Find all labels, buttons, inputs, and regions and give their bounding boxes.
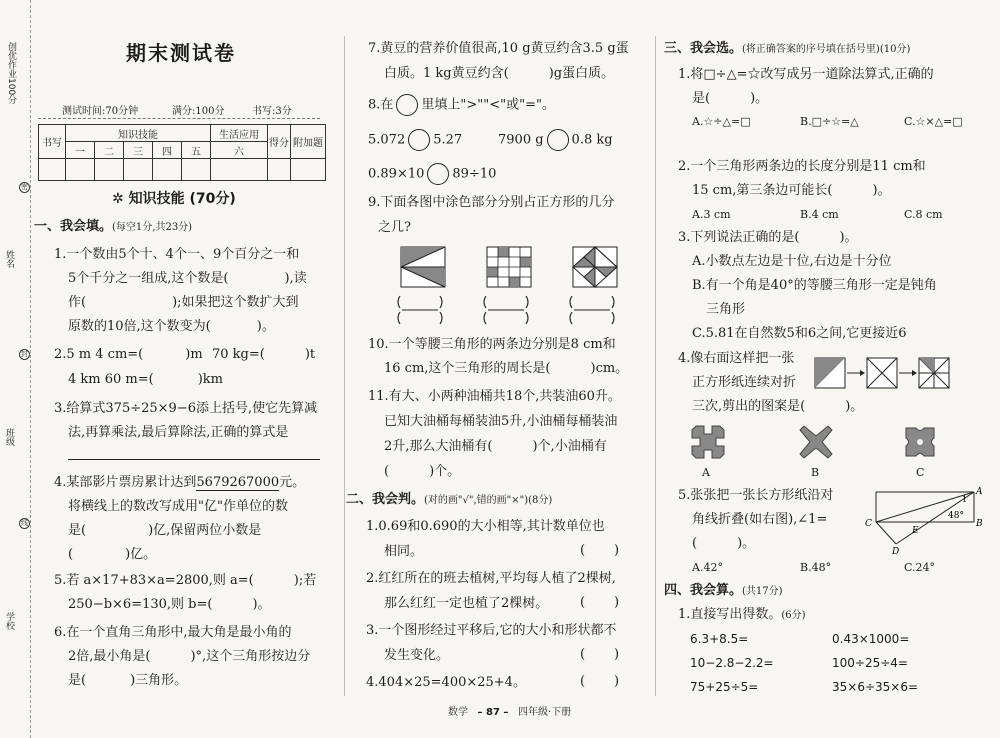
score-cell[interactable] <box>291 159 326 181</box>
q1-item2-line: 2.5 m 4 cm=( )m <box>54 347 203 362</box>
q1-heading: 一、我会填。(每空1分,共23分) <box>34 219 193 234</box>
binding-hole: 线 <box>21 519 28 527</box>
binding-hole: 密 <box>21 183 28 191</box>
score-cell[interactable] <box>39 159 66 181</box>
choice-option[interactable]: C.24° <box>904 561 936 574</box>
score-cell[interactable] <box>211 159 268 181</box>
q4-heading: 四、我会算。(共17分) <box>664 583 783 598</box>
fraction-figure-2 <box>486 246 532 288</box>
fraction-figure-1 <box>400 246 446 288</box>
compare-circle[interactable] <box>408 129 430 151</box>
q1-item3-line: 法,再算乘法,最后算除法,正确的算式是 <box>68 425 289 440</box>
q1-item1-line: 原数的10倍,这个数变为( )。 <box>68 319 275 334</box>
q1-item3-line: 3.给算式375÷25×9−6添上括号,使它先算减 <box>54 401 318 416</box>
judge-answer[interactable]: ( ) <box>580 595 620 610</box>
compare-1: 5.072 5.27 <box>368 129 462 151</box>
judge-answer[interactable]: ( ) <box>580 674 620 689</box>
score-col: 四 <box>153 142 182 159</box>
q1-item4-line: 4.某部影片票房累计达到5679267000元。 <box>54 475 306 490</box>
choice-2: 2.一个三角形两条边的长度分别是11 cm和 <box>678 159 926 174</box>
score-col: 二 <box>95 142 124 159</box>
q9-line: 9.下面各图中涂色部分分别占正方形的几分 <box>368 195 615 210</box>
score-header: 知识技能 <box>66 125 211 142</box>
judge-answer[interactable]: ( ) <box>580 543 620 558</box>
choice-5: 5.张张把一张长方形纸沿对 <box>678 488 834 503</box>
svg-text:A: A <box>976 487 983 497</box>
choice-option[interactable]: C.8 cm <box>904 208 943 221</box>
compare-2: 7900 g 0.8 kg <box>498 129 613 151</box>
choice-3: 3.下列说法正确的是( )。 <box>678 230 858 245</box>
q1-item6-line: 6.在一个直角三角形中,最大角是最小角的 <box>54 625 292 640</box>
page-footer <box>448 703 571 718</box>
q1-item4-line: 是( )亿,保留两位小数是 <box>68 523 262 538</box>
score-header: 得分 <box>268 125 291 159</box>
judge-answer[interactable]: ( ) <box>580 647 620 662</box>
score-cell[interactable] <box>95 159 124 181</box>
choice-option[interactable]: B.□÷☆=△ <box>800 115 859 128</box>
option-label: B <box>811 466 820 479</box>
q1-item1-line: 作( );如果把这个数扩大到 <box>68 295 299 310</box>
svg-text:1: 1 <box>962 495 968 504</box>
q11-line: ( )个。 <box>384 464 461 479</box>
score-header: 生活应用 <box>211 125 268 142</box>
choice-option[interactable]: B.4 cm <box>800 208 839 221</box>
choice-option[interactable]: B.48° <box>800 561 832 574</box>
calc-expression[interactable]: 35×6÷35×6= <box>832 680 919 694</box>
calc-expression[interactable]: 100÷25÷4= <box>832 656 908 670</box>
choice-option[interactable]: A.42° <box>692 561 723 574</box>
footer-grade: 四年级·下册 <box>517 707 572 718</box>
calc-expression[interactable]: 10−2.8−2.2= <box>690 656 774 670</box>
compare-circle[interactable] <box>547 129 569 151</box>
answer-line[interactable] <box>68 459 320 460</box>
column-divider <box>344 36 345 696</box>
test-time: 测试时间:70分钟 <box>62 106 139 117</box>
q1-item2-line: 70 kg=( )t <box>212 347 316 362</box>
judge-3: 发生变化。 <box>384 648 450 663</box>
q7-line: 7.黄豆的营养价值很高,10 g黄豆约含3.5 g蛋 <box>368 41 629 56</box>
calc-expression[interactable]: 6.3+8.5= <box>690 632 749 646</box>
score-cell[interactable] <box>124 159 153 181</box>
choice-1: 是( )。 <box>692 91 769 106</box>
fraction-figure-3 <box>572 246 618 288</box>
calc-expression[interactable]: 75+25÷5= <box>690 680 759 694</box>
choice-1: 1.将□÷△=☆改写成另一道除法算式,正确的 <box>678 67 934 82</box>
full-score: 满分:100分 <box>172 106 225 117</box>
column-divider <box>655 36 656 696</box>
choice-option: 三角形 <box>706 302 746 317</box>
section-title: ✲ 知识技能 (70分) <box>112 191 236 207</box>
q1-item2-line: 4 km 60 m=( )km <box>68 372 223 387</box>
q7-line: 白质。1 kg黄豆约含( )g蛋白质。 <box>384 66 615 81</box>
q8-line: 8.在 里填上">""<"或"="。 <box>368 94 555 116</box>
compare-3: 0.89×10 89÷10 <box>368 163 496 185</box>
q1-item4-line: 将横线上的数改写成用"亿"作单位的数 <box>68 499 288 514</box>
choice-option[interactable]: A.3 cm <box>692 208 731 221</box>
q11-line: 已知大油桶每桶装油5升,小油桶每桶装油 <box>384 414 618 429</box>
calc-1: 1.直接写出得数。(6分) <box>678 607 806 622</box>
cut-pattern-a[interactable] <box>690 424 726 460</box>
school-field[interactable]: 学校 <box>4 612 14 630</box>
score-header: 附加题 <box>291 125 326 159</box>
judge-2: 那么红红一定也植了2棵树。 <box>384 596 549 611</box>
q11-line: 11.有大、小两种油桶共18个,共装油60升。 <box>368 389 621 404</box>
option-label: A <box>702 466 710 479</box>
q1-item1-line: 1.一个数由5个十、4个一、9个百分之一和 <box>54 247 300 262</box>
fold-rectangle-figure <box>862 484 984 556</box>
q10-line: 16 cm,这个三角形的周长是( )cm。 <box>384 361 629 376</box>
q2-heading: 二、我会判。(对的画"√",错的画"×")(8分) <box>346 492 553 507</box>
svg-text:E: E <box>912 526 919 536</box>
choice-option[interactable]: A.小数点左边是十位,右边是十分位 <box>692 254 892 269</box>
q1-item5-line: 250−b×6=130,则 b=( )。 <box>68 597 271 612</box>
q1-item4-line: ( )亿。 <box>68 547 157 562</box>
choice-5: ( )。 <box>692 536 756 551</box>
q1-item6-line: 2倍,最小角是( )°,这个三角形按边分 <box>68 649 311 664</box>
score-cell[interactable] <box>268 159 291 181</box>
divider <box>38 118 320 119</box>
score-cell[interactable] <box>66 159 95 181</box>
class-field[interactable]: 班级 <box>4 428 14 446</box>
choice-option[interactable]: C.☆×△=□ <box>904 115 963 128</box>
page-number: – 87 – <box>477 707 509 718</box>
q1-item5-line: 5.若 a×17+83×a=2800,则 a=( );若 <box>54 573 317 588</box>
name-field[interactable]: 姓名 <box>4 250 14 268</box>
q3-heading: 三、我会选。(将正确答案的序号填在括号里)(10分) <box>664 41 911 56</box>
binding-margin <box>0 0 31 738</box>
cut-pattern-b[interactable] <box>798 424 834 460</box>
writing-score: 书写:3分 <box>252 106 292 117</box>
score-header: 书写 <box>39 125 66 159</box>
cut-pattern-c[interactable] <box>902 424 938 460</box>
compare-circle[interactable] <box>427 163 449 185</box>
svg-text:C: C <box>865 519 872 529</box>
q10-line: 10.一个等腰三角形的两条边分别是8 cm和 <box>368 337 616 352</box>
score-cell[interactable] <box>153 159 182 181</box>
q11-line: 2升,那么大油桶有( )个,小油桶有 <box>384 439 607 454</box>
svg-text:48°: 48° <box>948 511 964 521</box>
svg-text:D: D <box>892 547 900 556</box>
choice-option[interactable]: C.5.81在自然数5和6之间,它更接近6 <box>692 326 907 341</box>
footer-subject: 数学 <box>448 707 468 718</box>
score-cell[interactable] <box>182 159 211 181</box>
svg-text:B: B <box>976 519 983 529</box>
score-table <box>38 124 326 181</box>
option-label: C <box>916 466 925 479</box>
score-col: 六 <box>211 142 268 159</box>
choice-2: 15 cm,第三条边可能长( )。 <box>692 183 891 198</box>
choice-4: 4.像右面这样把一张 <box>678 351 795 366</box>
judge-3: 3.一个图形经过平移后,它的大小和形状都不 <box>366 623 617 638</box>
choice-option[interactable]: A.☆÷△=□ <box>692 115 751 128</box>
folding-diagram <box>814 356 960 396</box>
calc-expression[interactable]: 0.43×1000= <box>832 632 910 646</box>
score-col: 一 <box>66 142 95 159</box>
judge-2: 2.红红所在的班去植树,平均每人植了2棵树, <box>366 571 616 586</box>
choice-4: 三次,剪出的图案是( )。 <box>692 399 864 414</box>
choice-4: 正方形纸连续对折 <box>692 375 797 390</box>
score-col: 五 <box>182 142 211 159</box>
series-label: 创优作业100分 <box>6 42 16 105</box>
q1-item1-line: 5个千分之一组成,这个数是( ),读 <box>68 271 307 286</box>
exam-title: 期末测试卷 <box>126 41 236 65</box>
judge-4: 4.404×25=400×25+4。 <box>366 675 526 690</box>
choice-option[interactable]: B.有一个角是40°的等腰三角形一定是钝角 <box>692 278 937 293</box>
judge-1: 1.0.69和0.690的大小相等,其计数单位也 <box>366 519 605 534</box>
binding-hole: 封 <box>21 350 28 358</box>
score-col: 三 <box>124 142 153 159</box>
fraction-answer-blanks[interactable] <box>390 294 630 328</box>
q9-line: 之几? <box>378 220 411 235</box>
choice-5: 角线折叠(如右图),∠1= <box>692 512 828 527</box>
q1-item6-line: 是( )三角形。 <box>68 673 188 688</box>
judge-1: 相同。 <box>384 544 424 559</box>
